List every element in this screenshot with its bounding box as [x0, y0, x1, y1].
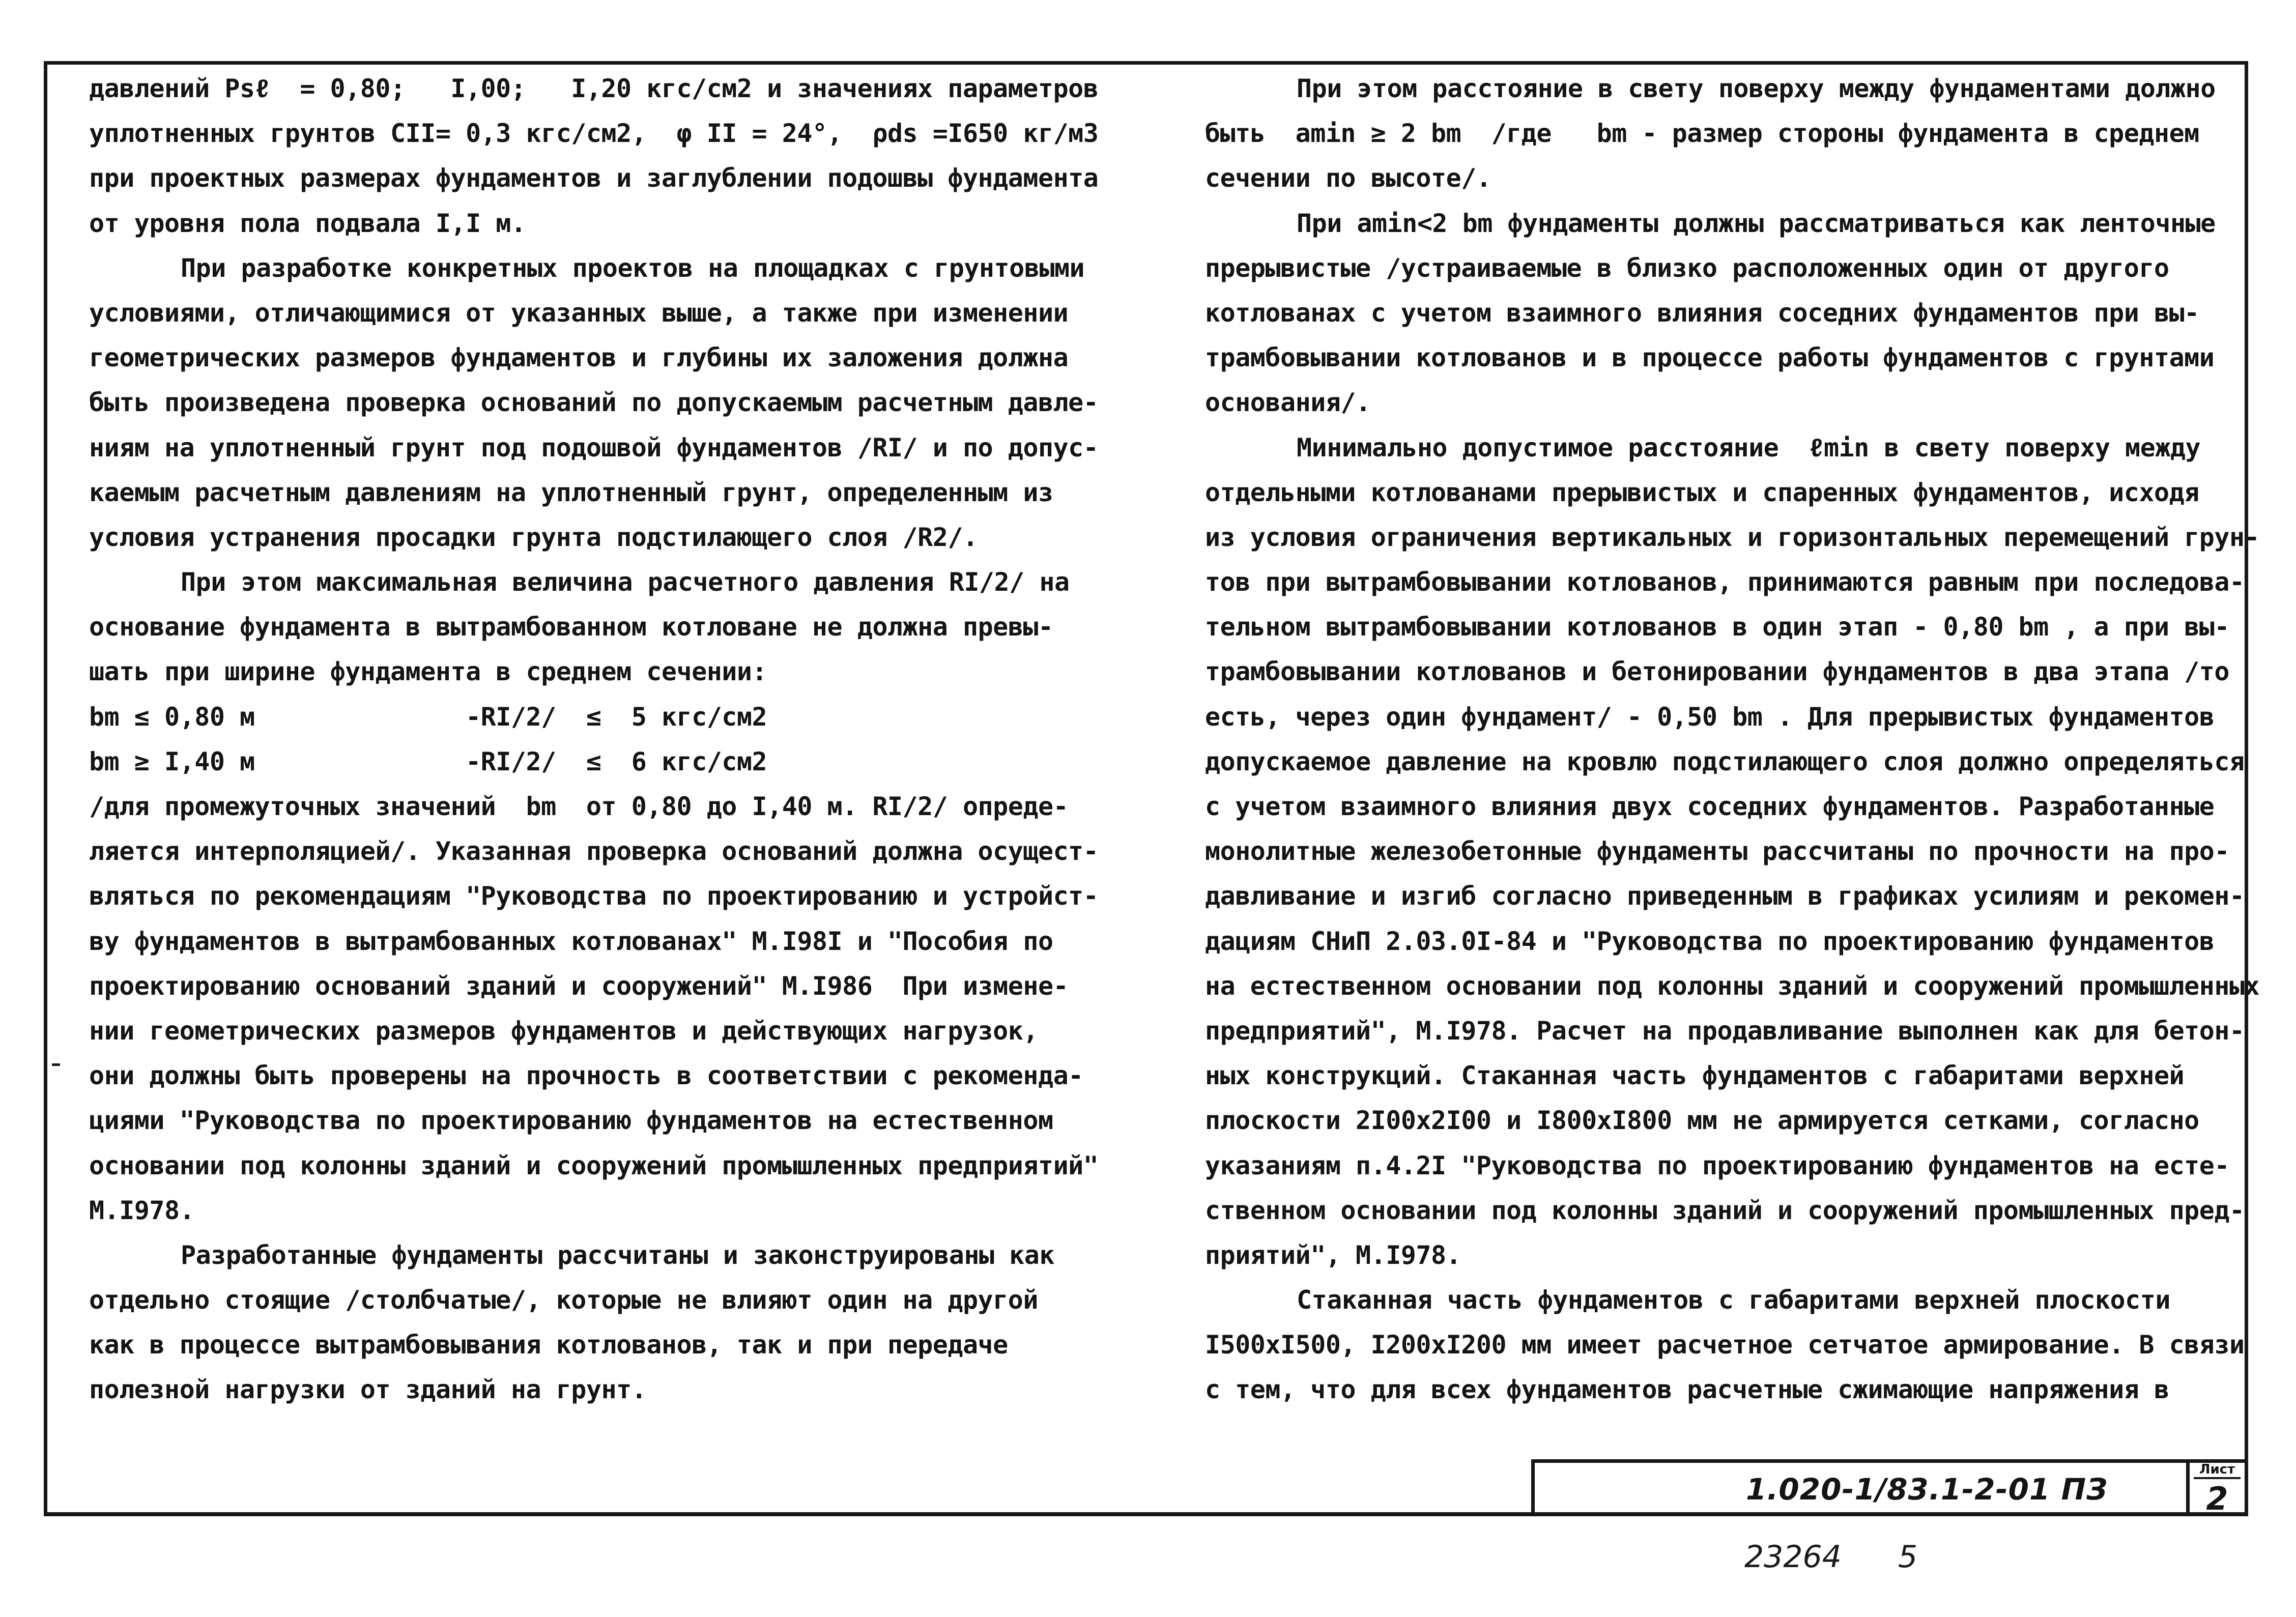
document-code: 1.020-1/83.1-2-01 ПЗ — [1746, 1472, 2108, 1507]
text-line: на естественном основании под колонны зданий и сооружений промышленных — [1205, 971, 2260, 1001]
text-line: тельном вытрамбовывании котлованов в один этап - 0,80 bm , а при вы- — [1205, 612, 2229, 642]
binding-tick-mark — [52, 1063, 60, 1066]
sheet-label: Лист — [2194, 1462, 2241, 1479]
left-text-column — [89, 66, 1107, 1412]
text-line: основании под колонны зданий и сооружений промышленных предприятий" — [89, 1150, 1099, 1180]
text-line: ниям на уплотненный грунт под подошвой фундаментов /RI/ и по допус- — [89, 432, 1099, 463]
text-line: I500xI500, I200xI200 мм имеет расчетное сетчатое армирование. В связи — [1205, 1330, 2245, 1360]
text-line: условиями, отличающимися от указанных выше, а также при изменении — [89, 298, 1069, 328]
text-line: приятий", М.I978. — [1205, 1240, 1461, 1270]
text-line: При amin<2 bm фундаменты должны рассматриваться как ленточные — [1297, 208, 2216, 238]
text-line: bm ≥ I,40 м -RI/2/ ≤ 6 кгс/см2 — [89, 746, 767, 776]
text-line: при проектных размерах фундаментов и заглублении подошвы фундамента — [89, 163, 1099, 193]
text-line: сечении по высоте/. — [1205, 163, 1491, 193]
text-line: условия устранения просадки грунта подстилающего слоя /R2/. — [89, 522, 978, 552]
title-block-stamp — [1531, 1459, 2245, 1515]
text-line: предприятий", М.I978. Расчет на продавливание выполнен как для бетон- — [1205, 1016, 2245, 1046]
text-line: циями "Руководства по проектированию фундаментов на естественном — [89, 1106, 1053, 1136]
text-line-continuation: sℓ = 0,80; I,00; I,20 кгс/см2 и значениях параметров — [240, 74, 1099, 103]
text-line: трамбовывании котлованов и бетонировании фундаментов в два этапа /то — [1205, 657, 2229, 687]
text-line: отдельно стоящие /столбчатые/, которые не влияют один на другой — [89, 1285, 1038, 1315]
text-line: При этом максимальная величина расчетного давления RI/2/ на — [181, 567, 1070, 597]
text-line: При разработке конкретных проектов на площадках с грунтовыми — [181, 253, 1085, 283]
right-text-column — [1205, 66, 2260, 1412]
text-line: давливание и изгиб согласно приведенным в графиках усилиям и рекомен- — [1205, 881, 2245, 911]
text-line: При этом расстояние в свету поверху между фундаментами должно — [1297, 74, 2216, 103]
text-line: уплотненных грунтов CII= 0,3 кгс/см2, φ II = 24°, ρds =I650 кг/м3 — [89, 119, 1099, 149]
text-line: давлений Psℓ = 0,80; I,00; I,20 кгс/см2 и значениях параметров — [89, 74, 1099, 103]
text-line: Минимально допустимое расстояние ℓmin в свету поверху между — [1297, 432, 2201, 463]
text-line: прерывистые /устраиваемые в близко расположенных один от другого — [1205, 253, 2169, 283]
text-line: котлованах с учетом взаимного влияния соседних фундаментов при вы- — [1205, 298, 2199, 328]
page-number: 5 — [1898, 1539, 1918, 1575]
text-line: трамбовывании котлованов и в процессе работы фундаментов с грунтами — [1205, 343, 2215, 373]
text-line: от уровня пола подвала I,I м. — [89, 208, 526, 238]
text-line: с учетом взаимного влияния двух соседних фундаментов. Разработанные — [1205, 792, 2215, 821]
text-line: как в процессе вытрамбовывания котлованов, так и при передаче — [89, 1330, 1008, 1360]
text-line: ву фундаментов в вытрамбованных котлованах" М.I98I и "Пособия по — [89, 926, 1053, 956]
text-line: ственном основании под колонны зданий и сооружений промышленных пред- — [1205, 1195, 2245, 1225]
text-line: есть, через один фундамент/ - 0,50 bm . Для прерывистых фундаментов — [1205, 702, 2215, 732]
text-line: они должны быть проверены на прочность в соответствии с рекоменда- — [89, 1061, 1083, 1091]
text-line: ляется интерполяцией/. Указанная проверка оснований должна осущест- — [89, 836, 1099, 867]
text-line: Стаканная часть фундаментов с габаритами верхней плоскости — [1297, 1285, 2170, 1315]
text-line: основания/. — [1205, 388, 1371, 418]
text-line: геометрических размеров фундаментов и глубины их заложения должна — [89, 343, 1069, 373]
text-line: допускаемое давление на кровлю подстилающего слоя должно определяться — [1205, 746, 2245, 776]
text-line: М.I978. — [89, 1195, 195, 1225]
text-line: каемым расчетным давлениям на уплотненный грунт, определенным из — [89, 477, 1053, 507]
text-line: быть произведена проверка оснований по допускаемым расчетным давле- — [89, 388, 1099, 418]
text-line: из условия ограничения вертикальных и горизонтальных перемещений грун- — [1205, 522, 2260, 552]
text-line: bm ≤ 0,80 м -RI/2/ ≤ 5 кгс/см2 — [89, 702, 767, 732]
sheet-number: 2 — [2206, 1480, 2228, 1517]
text-line: нии геометрических размеров фундаментов и действующих нагрузок, — [89, 1016, 1038, 1046]
text-line: с тем, что для всех фундаментов расчетные сжимающие напряжения в — [1205, 1375, 2169, 1405]
text-line: указаниям п.4.2I "Руководства по проектированию фундаментов на есте- — [1205, 1150, 2229, 1180]
text-line: /для промежуточных значений bm от 0,80 до I,40 м. RI/2/ опреде- — [89, 792, 1069, 821]
text-line: монолитные железобетонные фундаменты рассчитаны по прочности на про- — [1205, 836, 2229, 867]
text-line: дациям СНиП 2.03.0I-84 и "Руководства по проектированию фундаментов — [1205, 926, 2215, 956]
text-line: основание фундамента в вытрамбованном котловане не должна превы- — [89, 612, 1053, 642]
text-line: быть amin ≥ 2 bm /где bm - размер стороны фундамента в среднем — [1205, 119, 2199, 149]
text-line: ных конструкций. Стаканная часть фундаментов с габаритами верхней — [1205, 1061, 2185, 1091]
text-line: проектированию оснований зданий и сооружений" М.I986 При измене- — [89, 971, 1069, 1001]
text-line: тов при вытрамбовывании котлованов, принимаются равным при последова- — [1205, 567, 2245, 597]
text-line: отдельными котлованами прерывистых и спаренных фундаментов, исходя — [1205, 477, 2199, 507]
text-line: вляться по рекомендациям "Руководства по проектированию и устройст- — [89, 881, 1099, 911]
text-line: шать при ширине фундамента в среднем сечении: — [89, 657, 767, 687]
text-line: полезной нагрузки от зданий на грунт. — [89, 1375, 647, 1405]
text-line-continuation: II= 0,3 кгс/см2, φ II = 24°, ρds =I650 кг/м3 — [405, 119, 1099, 149]
inventory-number: 23264 — [1744, 1539, 1842, 1575]
text-line: плоскости 2I00x2I00 и I800xI800 мм не армируется сетками, согласно — [1205, 1106, 2199, 1136]
text-line: Разработанные фундаменты рассчитаны и законструированы как — [181, 1240, 1054, 1270]
sheet-number-box — [2186, 1463, 2245, 1515]
